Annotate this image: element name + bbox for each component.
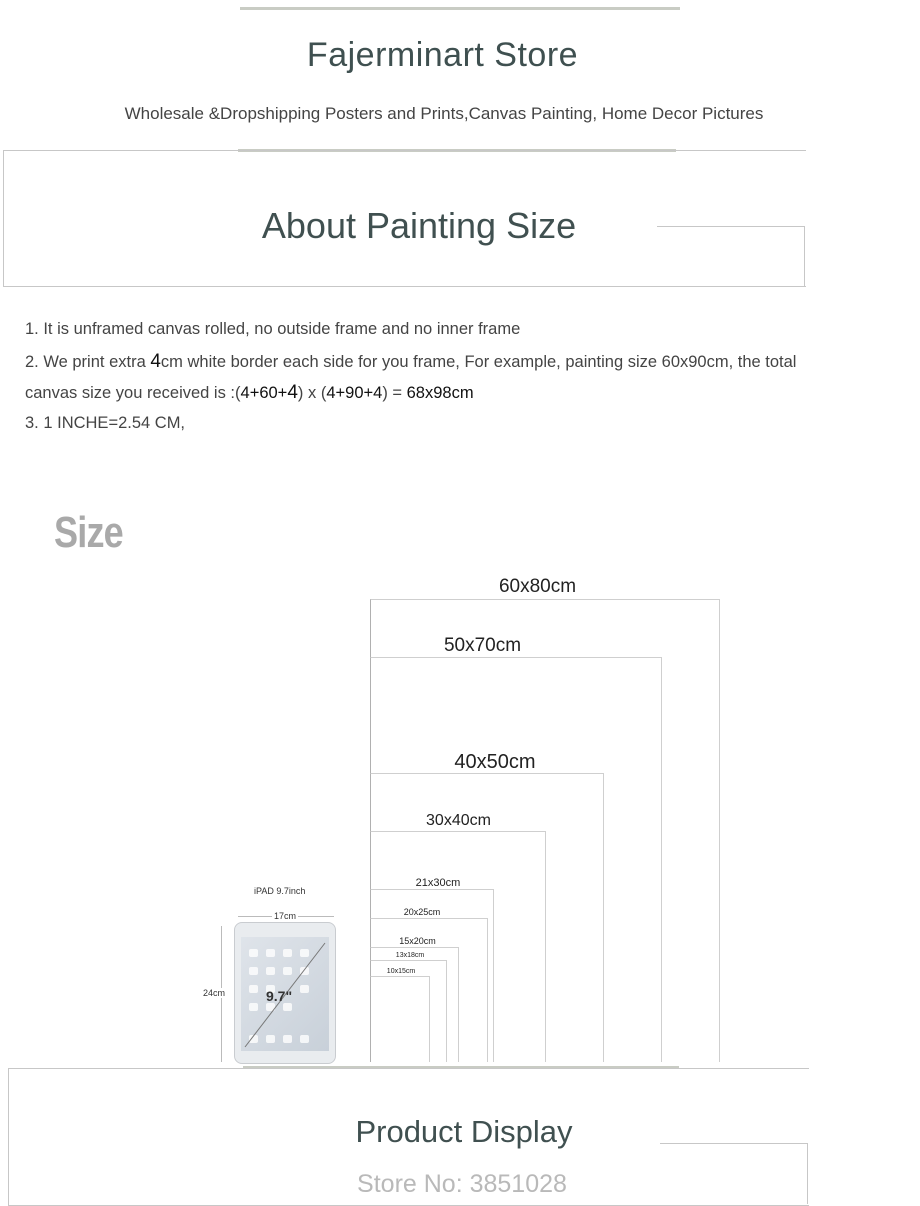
note-3: 3. 1 INCHE=2.54 CM, (25, 414, 186, 432)
label-10x15: 10x15cm (386, 968, 416, 975)
note-2-text-c: cm white border each side for you frame, For example, painting size 60x90cm, the total (160, 353, 797, 371)
about-title: About Painting Size (261, 205, 577, 246)
label-60x80: 60x80cm (498, 576, 577, 597)
label-20x25: 20x25cm (403, 907, 441, 917)
ipad-width-label: 17cm (274, 911, 297, 921)
label-15x20: 15x20cm (399, 936, 436, 946)
label-21x30: 21x30cm (415, 877, 461, 889)
top-divider (240, 7, 680, 10)
note-2-line-2-b: 4+60+ (240, 384, 288, 402)
note-2-line-2-e: 4+90+4 (326, 384, 383, 402)
ipad-label: iPAD 9.7inch (254, 886, 306, 896)
note-2-line-2-c: 4 (287, 382, 298, 403)
note-2-line-2 (25, 382, 474, 404)
note-2-line-2-g: 68x98 (406, 384, 452, 402)
store-name: Fajerminart Store (306, 36, 579, 74)
note-2-text-a: 2. We print extra (25, 353, 151, 371)
frame-10x15 (370, 976, 430, 1062)
note-2-line-1 (25, 351, 796, 373)
note-2-border-value: 4 (150, 351, 161, 372)
product-display-title: Product Display (355, 1114, 573, 1149)
ipad-diagonal-label: 9.7" (266, 988, 293, 1004)
note-2-line-2-h: cm (451, 384, 474, 402)
note-2-line-2-a: canvas size you received is :( (25, 384, 241, 402)
label-50x70: 50x70cm (443, 635, 522, 656)
label-40x50: 40x50cm (454, 751, 536, 773)
note-1: 1. It is unframed canvas rolled, no outside frame and no inner frame (25, 320, 521, 338)
ipad-height-label: 24cm (203, 988, 226, 998)
label-13x18: 13x18cm (395, 952, 425, 959)
store-number: Store No: 3851028 (357, 1170, 567, 1198)
note-2-line-2-f: ) = (382, 384, 407, 402)
note-2-line-2-d: ) x ( (297, 384, 327, 402)
label-30x40: 30x40cm (426, 812, 491, 829)
store-tagline: Wholesale &Dropshipping Posters and Prints,Canvas Painting, Home Decor Pictures (124, 104, 764, 123)
size-heading: Size (54, 508, 123, 557)
